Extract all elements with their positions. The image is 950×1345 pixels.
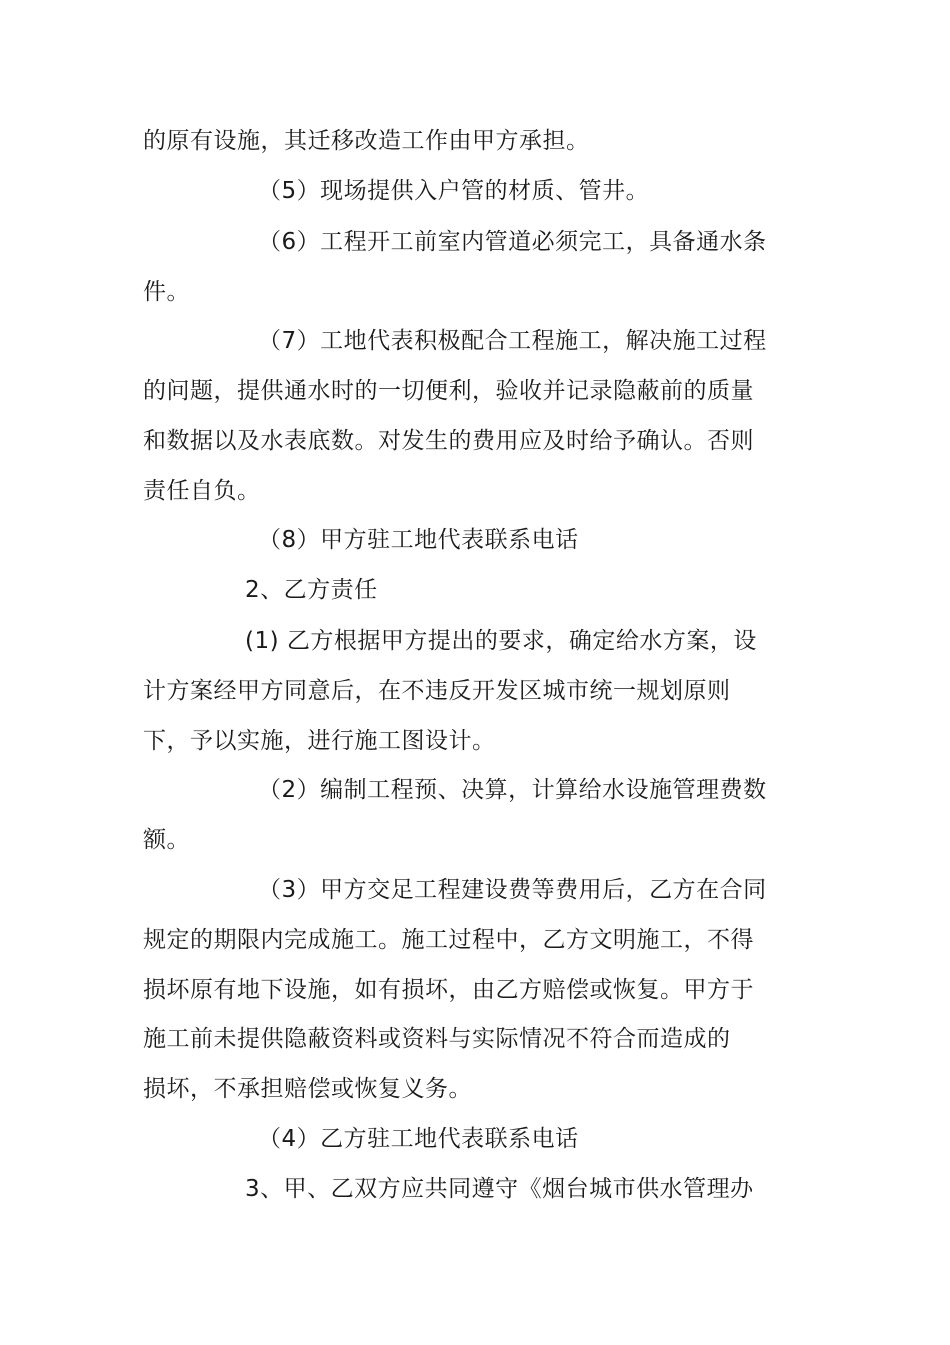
text-line: 的原有设施，其迁移改造工作由甲方承担。 (143, 128, 590, 154)
text-line: 损坏原有地下设施，如有损坏，由乙方赔偿或恢复。甲方于 (143, 977, 754, 1003)
section-heading: 2、乙方责任 (245, 577, 378, 603)
text-line: （2）编制工程预、决算，计算给水设施管理费数 (258, 777, 767, 803)
text-line: 的问题，提供通水时的一切便利，验收并记录隐蔽前的质量 (143, 378, 754, 404)
text-line: 施工前未提供隐蔽资料或资料与实际情况不符合而造成的 (143, 1026, 731, 1052)
text-line: 计方案经甲方同意后，在不违反开发区城市统一规划原则 (143, 678, 731, 704)
text-line: （7）工地代表积极配合工程施工，解决施工过程 (258, 328, 767, 354)
text-line: （6）工程开工前室内管道必须完工，具备通水条 (258, 229, 767, 255)
text-line: （5）现场提供入户管的材质、管井。 (258, 178, 650, 204)
text-line: （4）乙方驻工地代表联系电话 (258, 1126, 579, 1152)
text-line: （8）甲方驻工地代表联系电话 (258, 527, 579, 553)
text-line: 责任自负。 (143, 478, 261, 504)
text-line: (1) 乙方根据甲方提出的要求，确定给水方案，设 (245, 628, 757, 654)
text-line: 损坏，不承担赔偿或恢复义务。 (143, 1076, 472, 1102)
text-line: 规定的期限内完成施工。施工过程中，乙方文明施工，不得 (143, 927, 754, 953)
text-line: 件。 (143, 279, 190, 305)
text-line: 和数据以及水表底数。对发生的费用应及时给予确认。否则 (143, 428, 754, 454)
text-line: 额。 (143, 827, 190, 853)
text-line: 下，予以实施，进行施工图设计。 (143, 728, 496, 754)
text-line: （3）甲方交足工程建设费等费用后，乙方在合同 (258, 877, 767, 903)
text-line: 3、甲、乙双方应共同遵守《烟台城市供水管理办 (245, 1176, 754, 1202)
